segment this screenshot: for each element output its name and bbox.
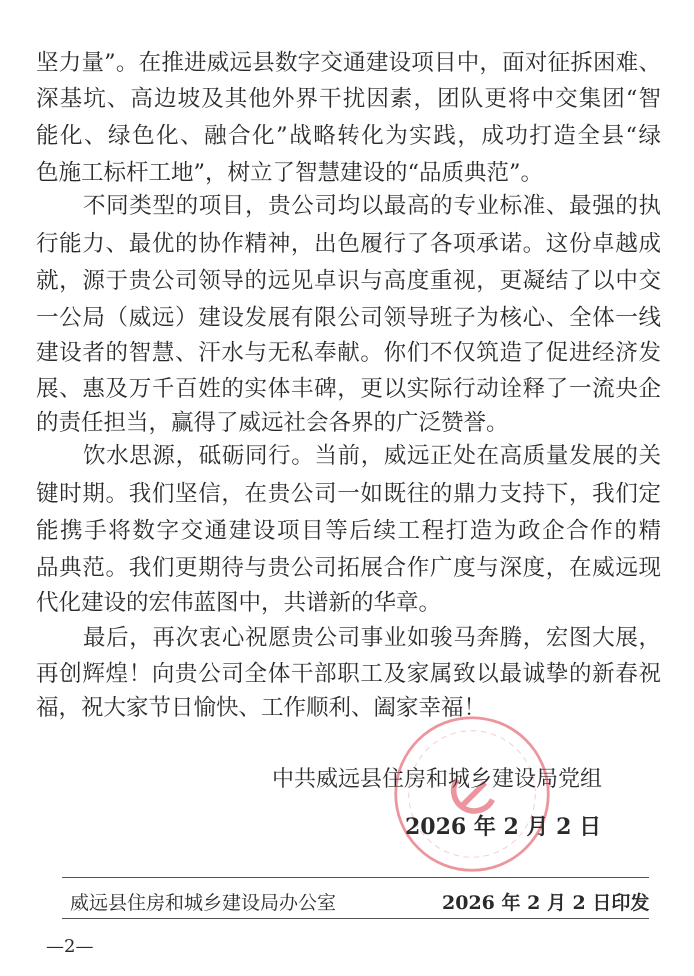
paragraph-line: 行能力、最优的协作精神，出色履行了各项承诺。这份卓越成 bbox=[36, 231, 661, 257]
paragraph-line: 色施工标杆工地”，树立了智慧建设的“品质典范”。 bbox=[36, 160, 544, 186]
paragraph-line: 建设者的智慧、汗水与无私奉献。你们不仅筑造了促进经济发 bbox=[36, 340, 661, 366]
paragraph-line: 再创辉煌！向贵公司全体干部职工及家属致以最诚挚的新春祝 bbox=[36, 661, 661, 687]
paragraph-line: 最后，再次衷心祝愿贵公司事业如骏马奔腾，宏图大展， bbox=[83, 625, 661, 651]
paragraph-line: 深基坑、高边坡及其他外界干扰因素，团队更将中交集团“智 bbox=[36, 86, 661, 112]
signature-org: 中共威远县住房和城乡建设局党组 bbox=[272, 767, 603, 792]
paragraph-line: 能化、绿色化、融合化”战略转化为实践，成功打造全县“绿 bbox=[36, 123, 661, 149]
page-number: —2— bbox=[46, 936, 94, 957]
paragraph-line: 就，源于贵公司领导的远见卓识与高度重视，更凝结了以中交 bbox=[36, 268, 661, 294]
paragraph-line: 展、惠及万千百姓的实体丰碑，更以实际行动诠释了一流央企 bbox=[36, 376, 661, 402]
paragraph-line: 饮水思源，砥砺同行。当前，威远正处在高质量发展的关 bbox=[83, 443, 661, 469]
signature-date: 2026 年 2 月 2 日 bbox=[405, 814, 602, 840]
paragraph-line: 福，祝大家节日愉快、工作顺利、阖家幸福！ bbox=[36, 695, 487, 721]
paragraph-line: 代化建设的宏伟蓝图中，共谱新的华章。 bbox=[36, 590, 442, 616]
footer-rule-top bbox=[62, 877, 649, 878]
footer-issuer: 威远县住房和城乡建设局办公室 bbox=[70, 892, 337, 914]
paragraph-line: 键时期。我们坚信，在贵公司一如既往的鼎力支持下，我们定 bbox=[36, 481, 661, 507]
footer-rule-bottom bbox=[62, 918, 649, 919]
paragraph-line: 品典范。我们更期待与贵公司拓展合作广度与深度，在威远现 bbox=[36, 555, 661, 581]
paragraph-line: 能携手将数字交通建设项目等后续工程打造为政企合作的精 bbox=[36, 518, 661, 544]
footer-issue-date: 2026 年 2 月 2 日印发 bbox=[442, 892, 650, 914]
paragraph-line: 不同类型的项目，贵公司均以最高的专业标准、最强的执 bbox=[83, 193, 661, 219]
paragraph-line: 的责任担当，赢得了威远社会各界的广泛赞誉。 bbox=[36, 410, 509, 436]
paragraph-line: 坚力量”。在推进威远县数字交通建设项目中，面对征拆困难、 bbox=[36, 50, 661, 76]
paragraph-line: 一公局（威远）建设发展有限公司领导班子为核心、全体一线 bbox=[36, 305, 661, 331]
